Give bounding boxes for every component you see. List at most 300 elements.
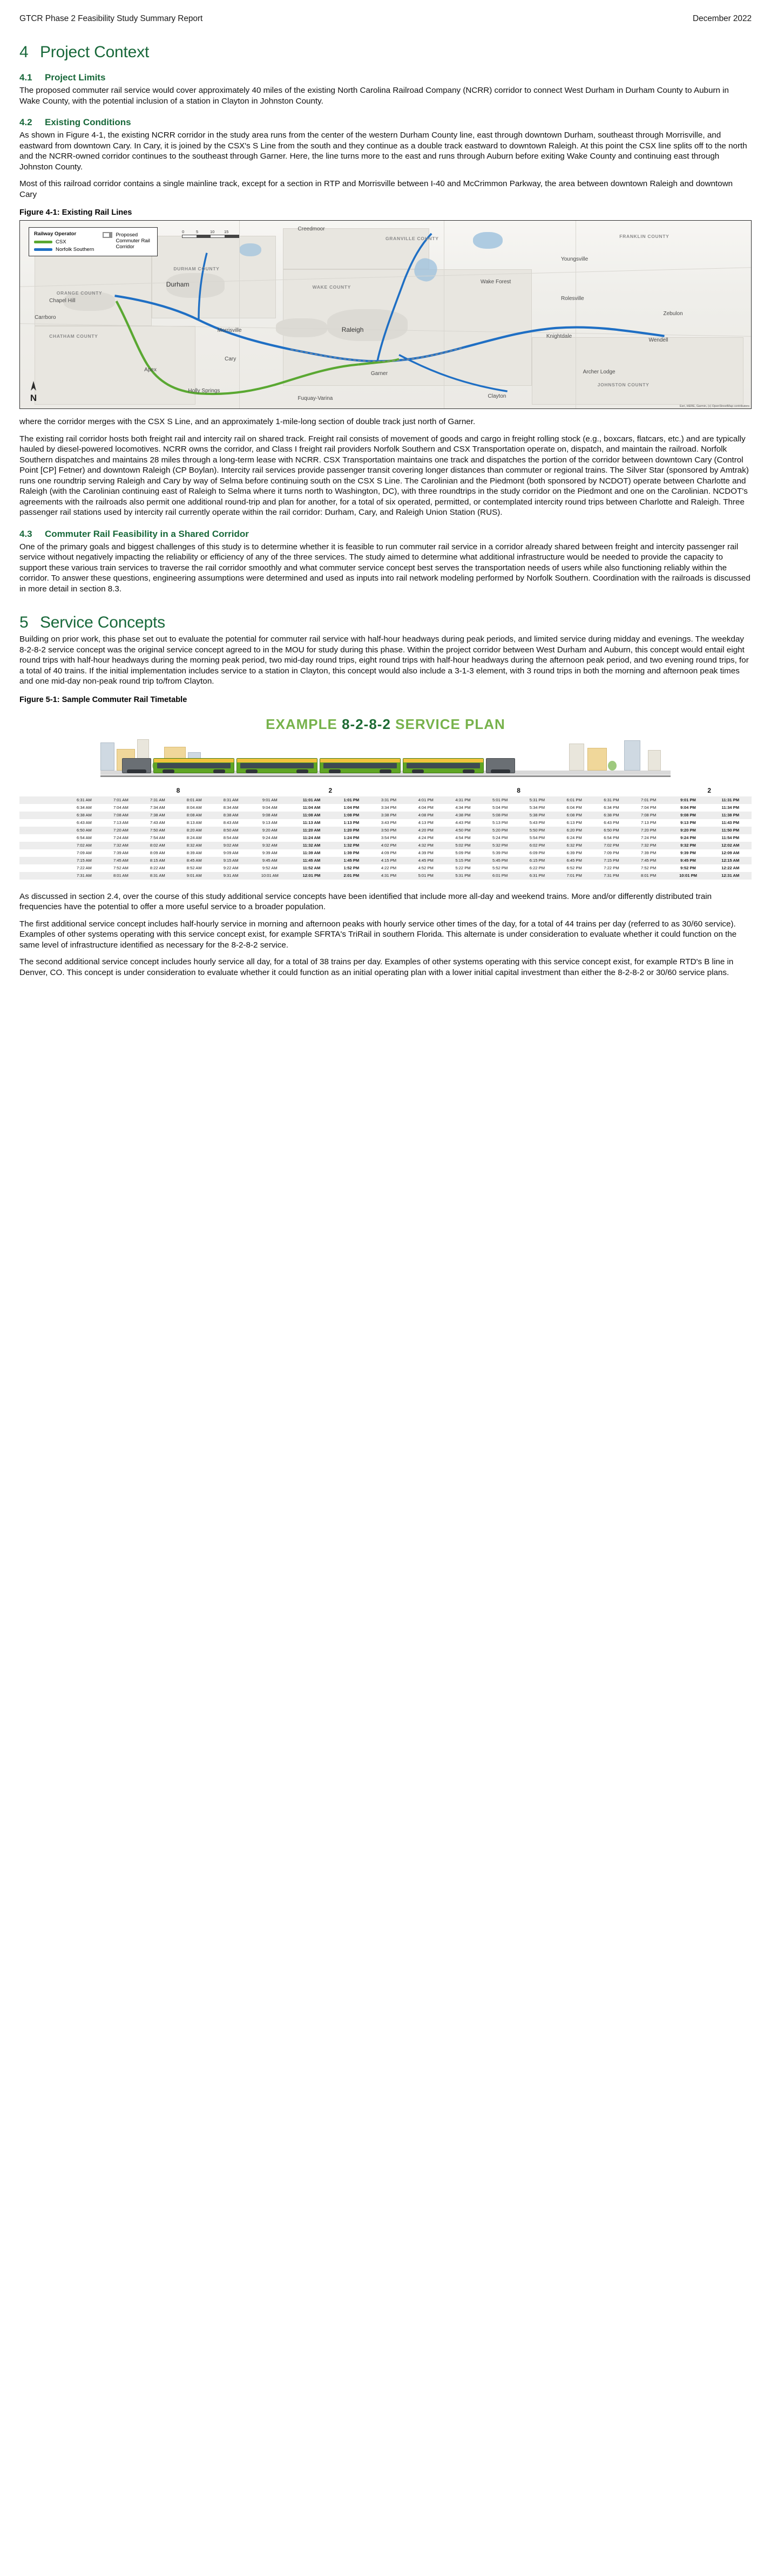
figure-5-1-container [19,707,752,884]
ns-branch-north [199,253,207,320]
timetable-cell: 5:20 PM [482,827,519,834]
timetable-cell: 9:22 AM [223,866,239,870]
timetable-cell: 9:01 AM [249,796,290,804]
timetable-cell: 5:01 PM [407,872,444,880]
timetable-cell: 8:24 AM [186,835,202,840]
group-header-afternoon-peak: 8 [517,786,520,794]
header-right-date: December 2022 [693,14,752,23]
heading-section-4-3 [19,529,771,540]
timetable-cell: 9:09 AM [223,850,239,855]
legend-item-csx [34,239,94,245]
timetable-cell: 10:01 AM [249,872,290,880]
timetable-cell: 8:38 AM [213,812,249,819]
timetable-cell: 8:20 AM [176,827,213,834]
table-row [19,804,752,812]
timetable-cell: 7:45 PM [630,857,667,864]
timetable-cell: 6:43 PM [604,820,619,825]
timetable-cell: 11:43 PM [721,820,740,825]
scalebar-tick: 0 [182,229,185,234]
heading-4-1-number: 4.1 [19,72,32,83]
timetable-cell: 5:01 PM [482,796,519,804]
timetable-cell: 3:50 PM [370,827,408,834]
timetable-cell: 7:22 PM [604,866,619,870]
place-label: Apex [144,367,157,373]
table-row [19,796,752,804]
timetable-cell: 9:24 AM [262,835,278,840]
timetable-cell: 1:45 PM [333,857,370,864]
timetable-cell: 9:39 AM [262,850,278,855]
timetable-cell: 11:13 AM [302,820,321,825]
proposed-corridor-swatch [103,232,112,238]
timetable-row-label [19,819,66,827]
legend-label-corridor: Proposed Commuter Rail Corridor [116,232,150,250]
timetable-cell: 11:50 PM [709,827,752,834]
timetable-cell: 5:31 PM [519,796,556,804]
county-label: GRANVILLE COUNTY [386,235,439,241]
timetable-cell: 8:01 PM [630,872,667,880]
timetable-cell: 6:38 PM [593,812,630,819]
timetable-cell: 1:04 PM [343,805,360,810]
timetable-cell: 5:04 PM [492,805,508,810]
timetable-cell: 9:13 PM [680,820,696,825]
timetable-cell: 6:01 PM [482,872,519,880]
heading-4-number: 4 [19,43,29,61]
timetable-title [19,707,752,737]
timetable-cell: 6:08 PM [556,812,593,819]
timetable-cell: 7:52 AM [113,866,128,870]
timetable-cell: 5:15 PM [444,857,482,864]
timetable-cell: 4:08 PM [407,812,444,819]
timetable-cell: 6:32 PM [556,842,593,849]
timetable-cell: 7:32 AM [103,842,139,849]
figure-4-1-container [19,220,752,409]
timetable-cell: 7:32 PM [630,842,667,849]
figure-4-1-caption: Figure 4-1: Existing Rail Lines [19,208,132,217]
timetable-cell: 11:34 PM [721,805,740,810]
timetable-row-label [19,796,66,804]
timetable-cell: 6:50 PM [593,827,630,834]
place-label: Chapel Hill [49,297,76,304]
timetable-title-pre: EXAMPLE [266,715,342,732]
heading-4-2-title: Existing Conditions [45,117,131,127]
timetable-cell: 6:31 AM [66,796,103,804]
legend-title: Railway Operator [34,231,77,237]
heading-section-4-1 [19,72,771,83]
place-label: Rolesville [560,296,584,302]
paragraph-5-4: The second additional service concept includes hourly service all day, for a total of 38 trains per day. Examples of other systems operating with this service concept exist, for example RTD's B line in Denver, CO. This concept is under consideration to evaluate whether it could function as an initial operating plan with a lower initial capital investment than either the 8-2-8-2 or 30/60 service plans. [19,957,734,977]
rail-map[interactable] [19,220,752,409]
timetable-cell: 7:52 PM [640,866,657,870]
legend-item-corridor [103,232,152,253]
timetable-cell: 7:20 AM [103,827,139,834]
timetable-cell: 3:34 PM [381,805,397,810]
table-row [19,857,752,864]
timetable-cell: 7:34 AM [150,805,165,810]
timetable-cell: 5:39 PM [492,850,508,855]
timetable-cell: 9:45 AM [249,857,290,864]
timetable-cell: 4:02 PM [370,842,408,849]
timetable-cell: 7:31 PM [593,872,630,880]
timetable-row-label [19,827,66,834]
table-row [19,842,752,849]
csx-rail-path [117,301,359,394]
timetable-card [19,707,752,884]
timetable-cell: 8:34 AM [223,805,239,810]
timetable-cell: 2:01 PM [333,872,370,880]
timetable-cell: 6:45 PM [556,857,593,864]
timetable-cell: 9:02 AM [213,842,249,849]
timetable-title-post: SERVICE PLAN [390,715,505,732]
timetable-cell: 4:32 PM [407,842,444,849]
timetable-cell: 9:52 PM [680,866,696,870]
timetable-cell: 1:01 PM [333,796,370,804]
timetable-cell: 3:31 PM [370,796,408,804]
legend-label-norfolk-southern: Norfolk Southern [56,247,94,253]
timetable-cell: 7:43 AM [150,820,165,825]
timetable-cell: 4:52 PM [418,866,434,870]
timetable-cell: 9:32 PM [667,842,709,849]
paragraph-5-2: As discussed in section 2.4, over the course of this study additional service concepts have been identified that include more all-day and weekend trains. More and/or differently distributed train frequencies have the potential to offer a more useful service to a broader population. [19,891,712,911]
timetable-cell: 8:08 AM [176,812,213,819]
timetable-cell: 9:52 AM [262,866,278,870]
timetable-cell: 6:34 AM [77,805,92,810]
timetable-cell: 5:02 PM [444,842,482,849]
timetable-cell: 7:08 PM [630,812,667,819]
timetable-cell: 5:24 PM [492,835,508,840]
timetable-cell: 5:22 PM [455,866,471,870]
place-label: Holly Springs [188,387,220,394]
timetable-cell: 1:52 PM [343,866,360,870]
heading-4-3-title: Commuter Rail Feasibility in a Shared Corridor [45,528,249,539]
header-left-text: GTCR Phase 2 Feasibility Study Summary Report [19,14,203,23]
timetable-head [19,785,752,796]
timetable-cell: 7:24 PM [640,835,657,840]
timetable-cell: 11:52 AM [302,866,321,870]
timetable-row-label [19,872,66,880]
heading-4-3-number: 4.3 [19,528,32,539]
timetable-cell: 8:31 AM [139,872,176,880]
place-label-raleigh: Raleigh [341,325,364,333]
timetable-cell: 11:39 AM [302,850,321,855]
table-row [19,834,752,842]
timetable-cell: 8:43 AM [223,820,239,825]
timetable-cell: 7:24 AM [113,835,128,840]
timetable-row-label [19,849,66,857]
timetable-cell: 11:31 PM [709,796,752,804]
north-arrow-icon [30,381,37,392]
timetable-cell: 8:50 AM [213,827,249,834]
timetable-cell: 9:08 AM [249,812,290,819]
county-label: WAKE COUNTY [312,284,351,290]
heading-5-number: 5 [19,614,29,631]
timetable-cell: 7:31 AM [66,872,103,880]
timetable-cell: 11:32 AM [290,842,333,849]
paragraph-4-2-1: As shown in Figure 4-1, the existing NCRR corridor in the study area runs from the center of the western Durham County line, east through downtown Durham, southeast through Morrisville, and eastward from downtown Cary. In Cary, it is joined by the CSX's S Line from the south and they continue as a double track eastward to downtown Raleigh. At this point the CSX line splits off to the north and the NCRR-owned corridor continues to the southeast through Garner. Here, the line turns more to the east and runs through Auburn before exiting Wake County and continuing east through Johnston County. [19,131,747,172]
timetable-cell: 4:15 PM [370,857,408,864]
timetable-cell: 6:20 PM [556,827,593,834]
county-label: FRANKLIN COUNTY [619,234,669,240]
table-row [19,827,752,834]
timetable-cell: 7:39 AM [113,850,128,855]
scalebar-tick: 10 [210,229,215,234]
timetable-cell: 4:04 PM [418,805,434,810]
timetable-cell: 8:52 AM [186,866,202,870]
timetable-cell: 4:34 PM [455,805,471,810]
heading-4-2-number: 4.2 [19,117,32,127]
legend-item-norfolk-southern [34,247,94,253]
timetable-title-mid: 8-2-8-2 [342,715,391,732]
place-label: Youngsville [560,256,589,263]
timetable-cell: 6:31 PM [519,872,556,880]
heading-section-4 [19,43,771,62]
timetable-cell: 7:15 AM [66,857,103,864]
timetable-group-header-row [19,785,752,796]
place-label: Wake Forest [481,278,511,285]
ns-rail-path [115,296,665,361]
timetable-cell: 8:45 AM [176,857,213,864]
place-label: Knightdale [546,333,572,339]
timetable-cell: 4:31 PM [444,796,482,804]
timetable-row-label [19,864,66,872]
timetable-cell: 6:04 PM [566,805,582,810]
timetable-cell: 9:01 PM [667,796,709,804]
place-label: Creedmoor [297,226,325,233]
timetable-cell: 8:01 AM [103,872,139,880]
table-row [19,812,752,819]
legend-label-csx: CSX [56,239,66,245]
table-row [19,864,752,872]
timetable-cell: 7:39 PM [640,850,657,855]
timetable-cell: 7:09 PM [604,850,619,855]
figure-5-1-caption: Figure 5-1: Sample Commuter Rail Timetable [19,695,187,704]
timetable-cell: 6:50 AM [66,827,103,834]
document-page [0,0,771,989]
timetable-cell: 11:45 AM [290,857,333,864]
timetable-cell: 8:15 AM [139,857,176,864]
place-label: Zebulon [663,311,683,317]
timetable-cell: 5:13 PM [492,820,508,825]
timetable-cell: 9:04 PM [680,805,696,810]
timetable-cell: 7:04 PM [640,805,657,810]
timetable-cell: 3:38 PM [370,812,408,819]
timetable-cell: 8:31 AM [213,796,249,804]
table-row [19,849,752,857]
timetable-cell: 8:54 AM [223,835,239,840]
paragraph-4-1-1: The proposed commuter rail service would cover approximately 40 miles of the existing North Carolina Railroad Company (NCRR) corridor to connect West Durham in Durham County to Auburn in Wake County, with the potential inclusion of a station in Clayton in Johnston County. [19,86,729,106]
paragraph-4-2-3: where the corridor merges with the CSX S Line, and an approximately 1-mile-long section of double track just north of Garner. [19,417,476,426]
timetable-cell: 6:13 PM [566,820,582,825]
place-label: Archer Lodge [583,369,616,375]
timetable-cell: 6:43 AM [77,820,92,825]
timetable-cell: 9:39 PM [680,850,696,855]
timetable-cell: 9:32 AM [249,842,290,849]
timetable-cell: 9:04 AM [262,805,278,810]
timetable-cell: 6:24 PM [566,835,582,840]
timetable-cell: 4:39 PM [418,850,434,855]
county-label: JOHNSTON COUNTY [597,382,650,388]
timetable-body [19,796,752,880]
timetable-cell: 7:02 AM [66,842,103,849]
timetable-cell: 4:45 PM [407,857,444,864]
timetable-cell: 11:20 AM [290,827,333,834]
heading-5-title: Service Concepts [40,614,165,631]
timetable-cell: 5:09 PM [455,850,471,855]
timetable-cell: 5:38 PM [519,812,556,819]
timetable-cell: 6:39 PM [566,850,582,855]
county-label: DURHAM COUNTY [173,265,220,271]
timetable-cell: 9:45 PM [667,857,709,864]
table-row [19,872,752,880]
timetable-cell: 1:39 PM [343,850,360,855]
timetable-row-label [19,857,66,864]
timetable-row-label [19,834,66,842]
group-header-morning-peak: 8 [176,786,180,794]
timetable-cell: 12:22 AM [721,866,740,870]
timetable-cell: 11:04 AM [302,805,321,810]
timetable-cell: 7:02 PM [593,842,630,849]
place-label: Clayton [488,393,506,400]
timetable-cell: 8:04 AM [186,805,202,810]
group-header-evening: 2 [707,786,712,794]
timetable-cell: 6:01 PM [556,796,593,804]
timetable-cell: 8:39 AM [186,850,202,855]
ns-branch-ne [377,234,431,362]
timetable-cell: 12:31 AM [709,872,752,880]
timetable-cell: 6:52 PM [566,866,582,870]
timetable-row-label [19,804,66,812]
timetable-cell: 4:43 PM [455,820,471,825]
timetable-cell: 11:08 AM [290,812,333,819]
timetable-cell: 1:32 PM [333,842,370,849]
timetable-cell: 7:09 AM [77,850,92,855]
timetable-cell: 7:50 AM [139,827,176,834]
place-label: Carrboro [35,315,56,321]
paragraph-5-1: Building on prior work, this phase set out to evaluate the potential for commuter rail service with half-hour headways during peak periods, and limited service during midday and evenings. The weekday 8-2-8-2 service concept was the original service concept agreed to in the MOU for study during this phase. Within the project corridor between West Durham and Auburn, this concept would entail eight round trips with half-hour headways during the morning peak period, two mid-day round trips, eight round trips with half-hour headways during the afternoon peak period, and two evening round trips, for a total of 40 trains. If the initial implementation includes service to a station in Clayton, this concept would also include a 3-1-3 element, with 3 round trips in both the morning and afternoon peak times and one mid-day non-peak round trip to/from Clayton. [19,635,749,686]
scalebar-tick: 15 [224,229,229,234]
timetable-cell: 5:50 PM [519,827,556,834]
timetable-cell: 7:01 PM [556,872,593,880]
timetable-cell: 5:45 PM [482,857,519,864]
timetable-cell: 11:54 PM [721,835,740,840]
heading-4-title: Project Context [40,43,150,61]
timetable-cell: 9:24 PM [680,835,696,840]
timetable-cell: 5:34 PM [529,805,545,810]
place-label: Fuquay-Varina [297,395,333,401]
timetable-cell: 8:01 AM [176,796,213,804]
timetable-cell: 9:08 PM [667,812,709,819]
place-label-durham: Durham [166,281,190,289]
norfolk-southern-line-swatch [34,248,52,251]
timetable-cell: 8:22 AM [150,866,165,870]
place-label: Garner [370,371,388,377]
place-label: Morrisville [217,328,242,334]
timetable-cell: 10:01 PM [667,872,709,880]
timetable-cell: 3:54 PM [381,835,397,840]
timetable-cell: 9:20 PM [667,827,709,834]
timetable-cell: 4:13 PM [418,820,434,825]
timetable-cell: 7:13 AM [113,820,128,825]
timetable-cell: 11:24 AM [302,835,321,840]
timetable-cell: 4:24 PM [418,835,434,840]
timetable-cell: 7:01 PM [630,796,667,804]
timetable [19,785,752,880]
timetable-cell: 1:08 PM [333,812,370,819]
timetable-cell: 1:24 PM [343,835,360,840]
scalebar-tick: 5 [196,229,199,234]
ns-branch-se [399,355,508,392]
timetable-cell: 5:52 PM [492,866,508,870]
running-header [0,0,771,24]
timetable-cell: 7:22 AM [77,866,92,870]
rail-strip [100,775,671,777]
north-arrow-label: N [30,393,37,403]
timetable-cell: 11:01 AM [290,796,333,804]
timetable-row-label [19,812,66,819]
timetable-cell: 8:13 AM [186,820,202,825]
timetable-cell: 7:15 PM [593,857,630,864]
legend-operator-group [34,231,94,253]
timetable-cell: 6:38 AM [66,812,103,819]
timetable-cell: 4:50 PM [444,827,482,834]
timetable-cell: 4:09 PM [381,850,397,855]
timetable-cell: 12:15 AM [709,857,752,864]
timetable-cell: 1:13 PM [343,820,360,825]
timetable-cell: 7:04 AM [113,805,128,810]
timetable-cell: 6:31 PM [593,796,630,804]
timetable-cell: 12:02 AM [709,842,752,849]
timetable-cell: 7:01 AM [103,796,139,804]
north-arrow [30,381,37,402]
timetable-cell: 4:20 PM [407,827,444,834]
timetable-cell: 5:32 PM [482,842,519,849]
timetable-cell: 11:38 PM [709,812,752,819]
timetable-cell: 9:31 AM [213,872,249,880]
timetable-cell: 8:09 AM [150,850,165,855]
timetable-cell: 9:20 AM [249,827,290,834]
timetable-cell: 5:54 PM [529,835,545,840]
paragraph-4-3-1: One of the primary goals and biggest challenges of this study is to determine whether it is feasible to run commuter rail service in a corridor already shared between freight and intercity passenger rail service without negatively impacting the reliability or efficiency of any of the three services. The study aimed to determine what additional infrastructure would be needed to provide the capacity to support these various train services to traverse the rail corridor smoothly and what commuter service concept best serves the transportation needs of users while also functioning reliably within the corridor. To answer these questions, engineering assumptions were determined and used as inputs into rail network modeling performed by Norfolk Southern. Coordination with the railroads is discussed in more detail in section 8.3. [19,542,750,594]
timetable-cell: 8:02 AM [139,842,176,849]
building-shape [100,742,114,771]
train-illustration [122,757,660,775]
timetable-cell: 9:15 AM [213,857,249,864]
timetable-cell: 5:31 PM [444,872,482,880]
timetable-cell: 9:13 AM [262,820,278,825]
timetable-cell: 1:20 PM [333,827,370,834]
place-label: Wendell [648,337,668,343]
timetable-cell: 6:15 PM [519,857,556,864]
map-legend [29,227,158,256]
timetable-cell: 6:22 PM [529,866,545,870]
timetable-cell: 7:38 AM [139,812,176,819]
timetable-cell: 7:20 PM [630,827,667,834]
timetable-cell: 4:38 PM [444,812,482,819]
timetable-cell: 9:01 AM [176,872,213,880]
timetable-cell: 12:09 AM [721,850,740,855]
map-attribution: Esri, HERE, Garmin, (c) OpenStreetMap contributors [680,405,749,408]
timetable-cell: 4:54 PM [455,835,471,840]
timetable-cell: 6:02 PM [519,842,556,849]
table-row [19,819,752,827]
timetable-cell: 6:09 PM [529,850,545,855]
timetable-cell: 5:43 PM [529,820,545,825]
timetable-cell: 7:08 AM [103,812,139,819]
place-label: Cary [225,356,236,362]
timetable-row-label [19,842,66,849]
timetable-cell: 6:54 PM [604,835,619,840]
timetable-cell: 4:01 PM [407,796,444,804]
timetable-cell: 4:31 PM [370,872,408,880]
